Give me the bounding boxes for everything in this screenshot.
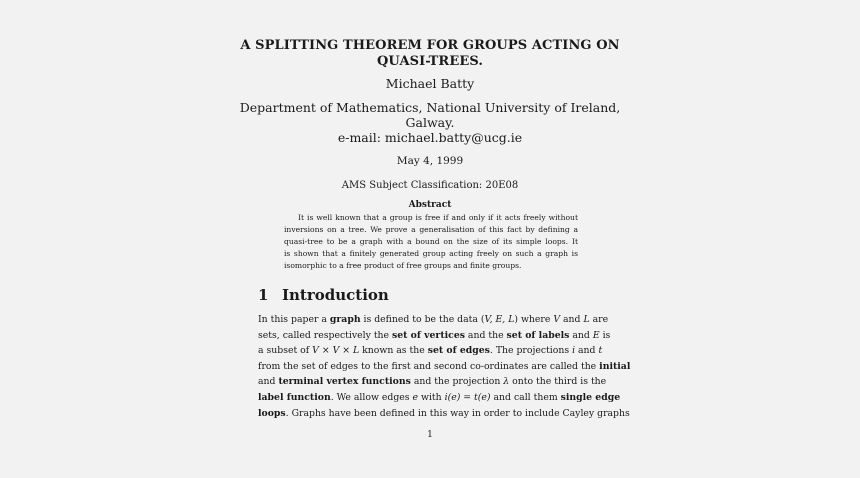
section-number: 1 bbox=[258, 286, 269, 304]
section-title: Introduction bbox=[282, 286, 389, 304]
section-heading bbox=[258, 286, 389, 304]
paper-title-line-1: A SPLITTING THEOREM FOR GROUPS ACTING ON bbox=[240, 38, 620, 53]
abstract-line: is shown that a finitely generated group acting freely on such a graph is bbox=[284, 249, 578, 258]
affiliation-line-1: Department of Mathematics, National University of Ireland, bbox=[239, 100, 621, 115]
abstract-line: isomorphic to a free product of free groups and finite groups. bbox=[284, 261, 522, 270]
page-number: 1 bbox=[427, 430, 433, 440]
ams-classification: AMS Subject Classification: 20E08 bbox=[341, 180, 519, 191]
paper-title-line-2: QUASI-TREES. bbox=[376, 54, 483, 69]
body-line: loops. Graphs have been defined in this way in order to include Cayley graphs bbox=[258, 407, 630, 419]
body-line: In this paper a graph is defined to be the data (V, E, L) where V and L are bbox=[258, 314, 609, 325]
abstract-text bbox=[284, 212, 578, 272]
body-line: from the set of edges to the first and second co-ordinates are called the initial bbox=[258, 360, 631, 372]
abstract-line: inversions on a tree. We prove a generalisation of this fact by defining a bbox=[284, 225, 578, 234]
author-email: e-mail: michael.batty@ucg.ie bbox=[337, 130, 523, 145]
body-line: a subset of V × V × L known as the set of edges. The projections i and t bbox=[258, 345, 603, 357]
paper-date: May 4, 1999 bbox=[396, 155, 464, 167]
abstract-line: quasi-tree to be a graph with a bound on the size of its simple loops. It bbox=[284, 237, 578, 246]
affiliation-line-2: Galway. bbox=[405, 115, 455, 130]
body-line: label function. We allow edges e with i(e) = t(e) and call them single edge bbox=[258, 391, 621, 403]
body-line: sets, called respectively the set of vertices and the set of labels and E is bbox=[258, 329, 611, 341]
body-paragraph bbox=[258, 312, 631, 421]
body-line: and terminal vertex functions and the projection λ onto the third is the bbox=[258, 376, 607, 388]
abstract-line: It is well known that a group is free if and only if it acts freely without bbox=[298, 213, 578, 222]
author-name: Michael Batty bbox=[385, 76, 475, 91]
abstract-heading: Abstract bbox=[408, 200, 452, 210]
